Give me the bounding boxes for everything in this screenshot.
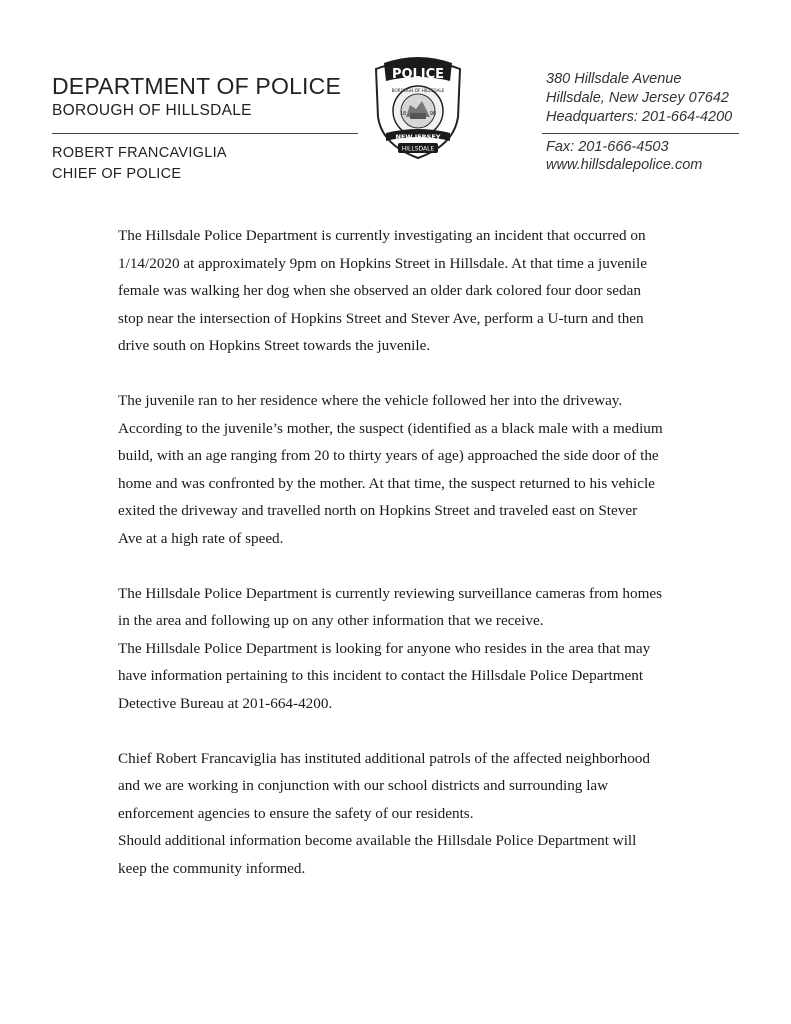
line: in the area and following up on any other information that we receive. (118, 612, 544, 630)
line: Chief Robert Francaviglia has instituted additional patrols of the affected neighborhood (118, 749, 650, 767)
line: drive south on Hopkins Street towards the juvenile. (118, 337, 431, 355)
line: Should additional information become available the Hillsdale Police Department will (118, 832, 637, 850)
address-line-2: Hillsdale, New Jersey 07642 (546, 90, 729, 106)
headquarters-phone: Headquarters: 201-664-4200 (546, 109, 733, 125)
paragraph-gap (118, 718, 758, 745)
badge-state-text: NEW JERSEY (395, 133, 441, 141)
badge-year-right: 98 (429, 111, 437, 117)
line: build, with an age ranging from 20 to thirty years of age) approached the side door of the (118, 447, 659, 465)
badge-hillsdale-text: HILLSDALE (401, 145, 435, 153)
header-rule-left (52, 133, 358, 134)
line: According to the juvenile’s mother, the suspect (identified as a black male with a medium (118, 419, 663, 437)
line: The Hillsdale Police Department is currently reviewing surveillance cameras from homes (118, 584, 663, 602)
chief-block (52, 143, 227, 185)
address-line-1: 380 Hillsdale Avenue (546, 71, 682, 87)
header-rule-right (542, 133, 739, 134)
line: and we are working in conjunction with our school districts and surrounding law (118, 777, 609, 795)
letterhead-left (52, 72, 341, 120)
fax-number: Fax: 201-666-4503 (546, 139, 669, 155)
line: female was walking her dog when she observed an older dark colored four door sedan (118, 282, 641, 300)
fax-web-block (546, 138, 702, 174)
line: have information pertaining to this incident to contact the Hillsdale Police Department (118, 667, 644, 685)
paragraph-gap (118, 360, 758, 387)
line: stop near the intersection of Hopkins Street and Stever Ave, perform a U-turn and then (118, 309, 644, 327)
line: exited the driveway and travelled north on Hopkins Street and traveled east on Stever (118, 502, 638, 520)
line: 1/14/2020 at approximately 9pm on Hopkins Street in Hillsdale. At that time a juvenile (118, 254, 647, 272)
line: The Hillsdale Police Department is looking for anyone who resides in the area that may (118, 639, 651, 657)
badge-year-left: 18 (399, 111, 407, 117)
paragraph-gap (118, 553, 758, 580)
line: The juvenile ran to her residence where the vehicle followed her into the driveway. (118, 391, 623, 409)
department-title: DEPARTMENT OF POLICE (52, 73, 341, 99)
borough-subtitle: BOROUGH OF HILLSDALE (52, 102, 252, 119)
paragraph-4 (118, 745, 758, 883)
chief-title: CHIEF OF POLICE (52, 166, 182, 182)
line: keep the community informed. (118, 859, 306, 877)
paragraph-1 (118, 222, 758, 360)
line: enforcement agencies to ensure the safety of our residents. (118, 804, 474, 822)
badge-police-text: POLICE (391, 67, 445, 82)
line: The Hillsdale Police Department is currently investigating an incident that occurred on (118, 227, 646, 244)
badge-ring-text: BOROUGH OF HILLSDALE (391, 88, 445, 93)
line: Detective Bureau at 201-664-4200. (118, 694, 333, 712)
paragraph-2 (118, 387, 758, 553)
letter-body (118, 222, 758, 882)
chief-name: ROBERT FRANCAVIGLIA (52, 145, 227, 161)
police-badge-logo (370, 55, 466, 159)
line: Ave at a high rate of speed. (118, 529, 284, 547)
line: home and was confronted by the mother. At that time, the suspect returned to his vehicle (118, 474, 655, 492)
contact-block (546, 70, 732, 127)
paragraph-3 (118, 580, 758, 718)
website-url: www.hillsdalepolice.com (546, 157, 703, 173)
